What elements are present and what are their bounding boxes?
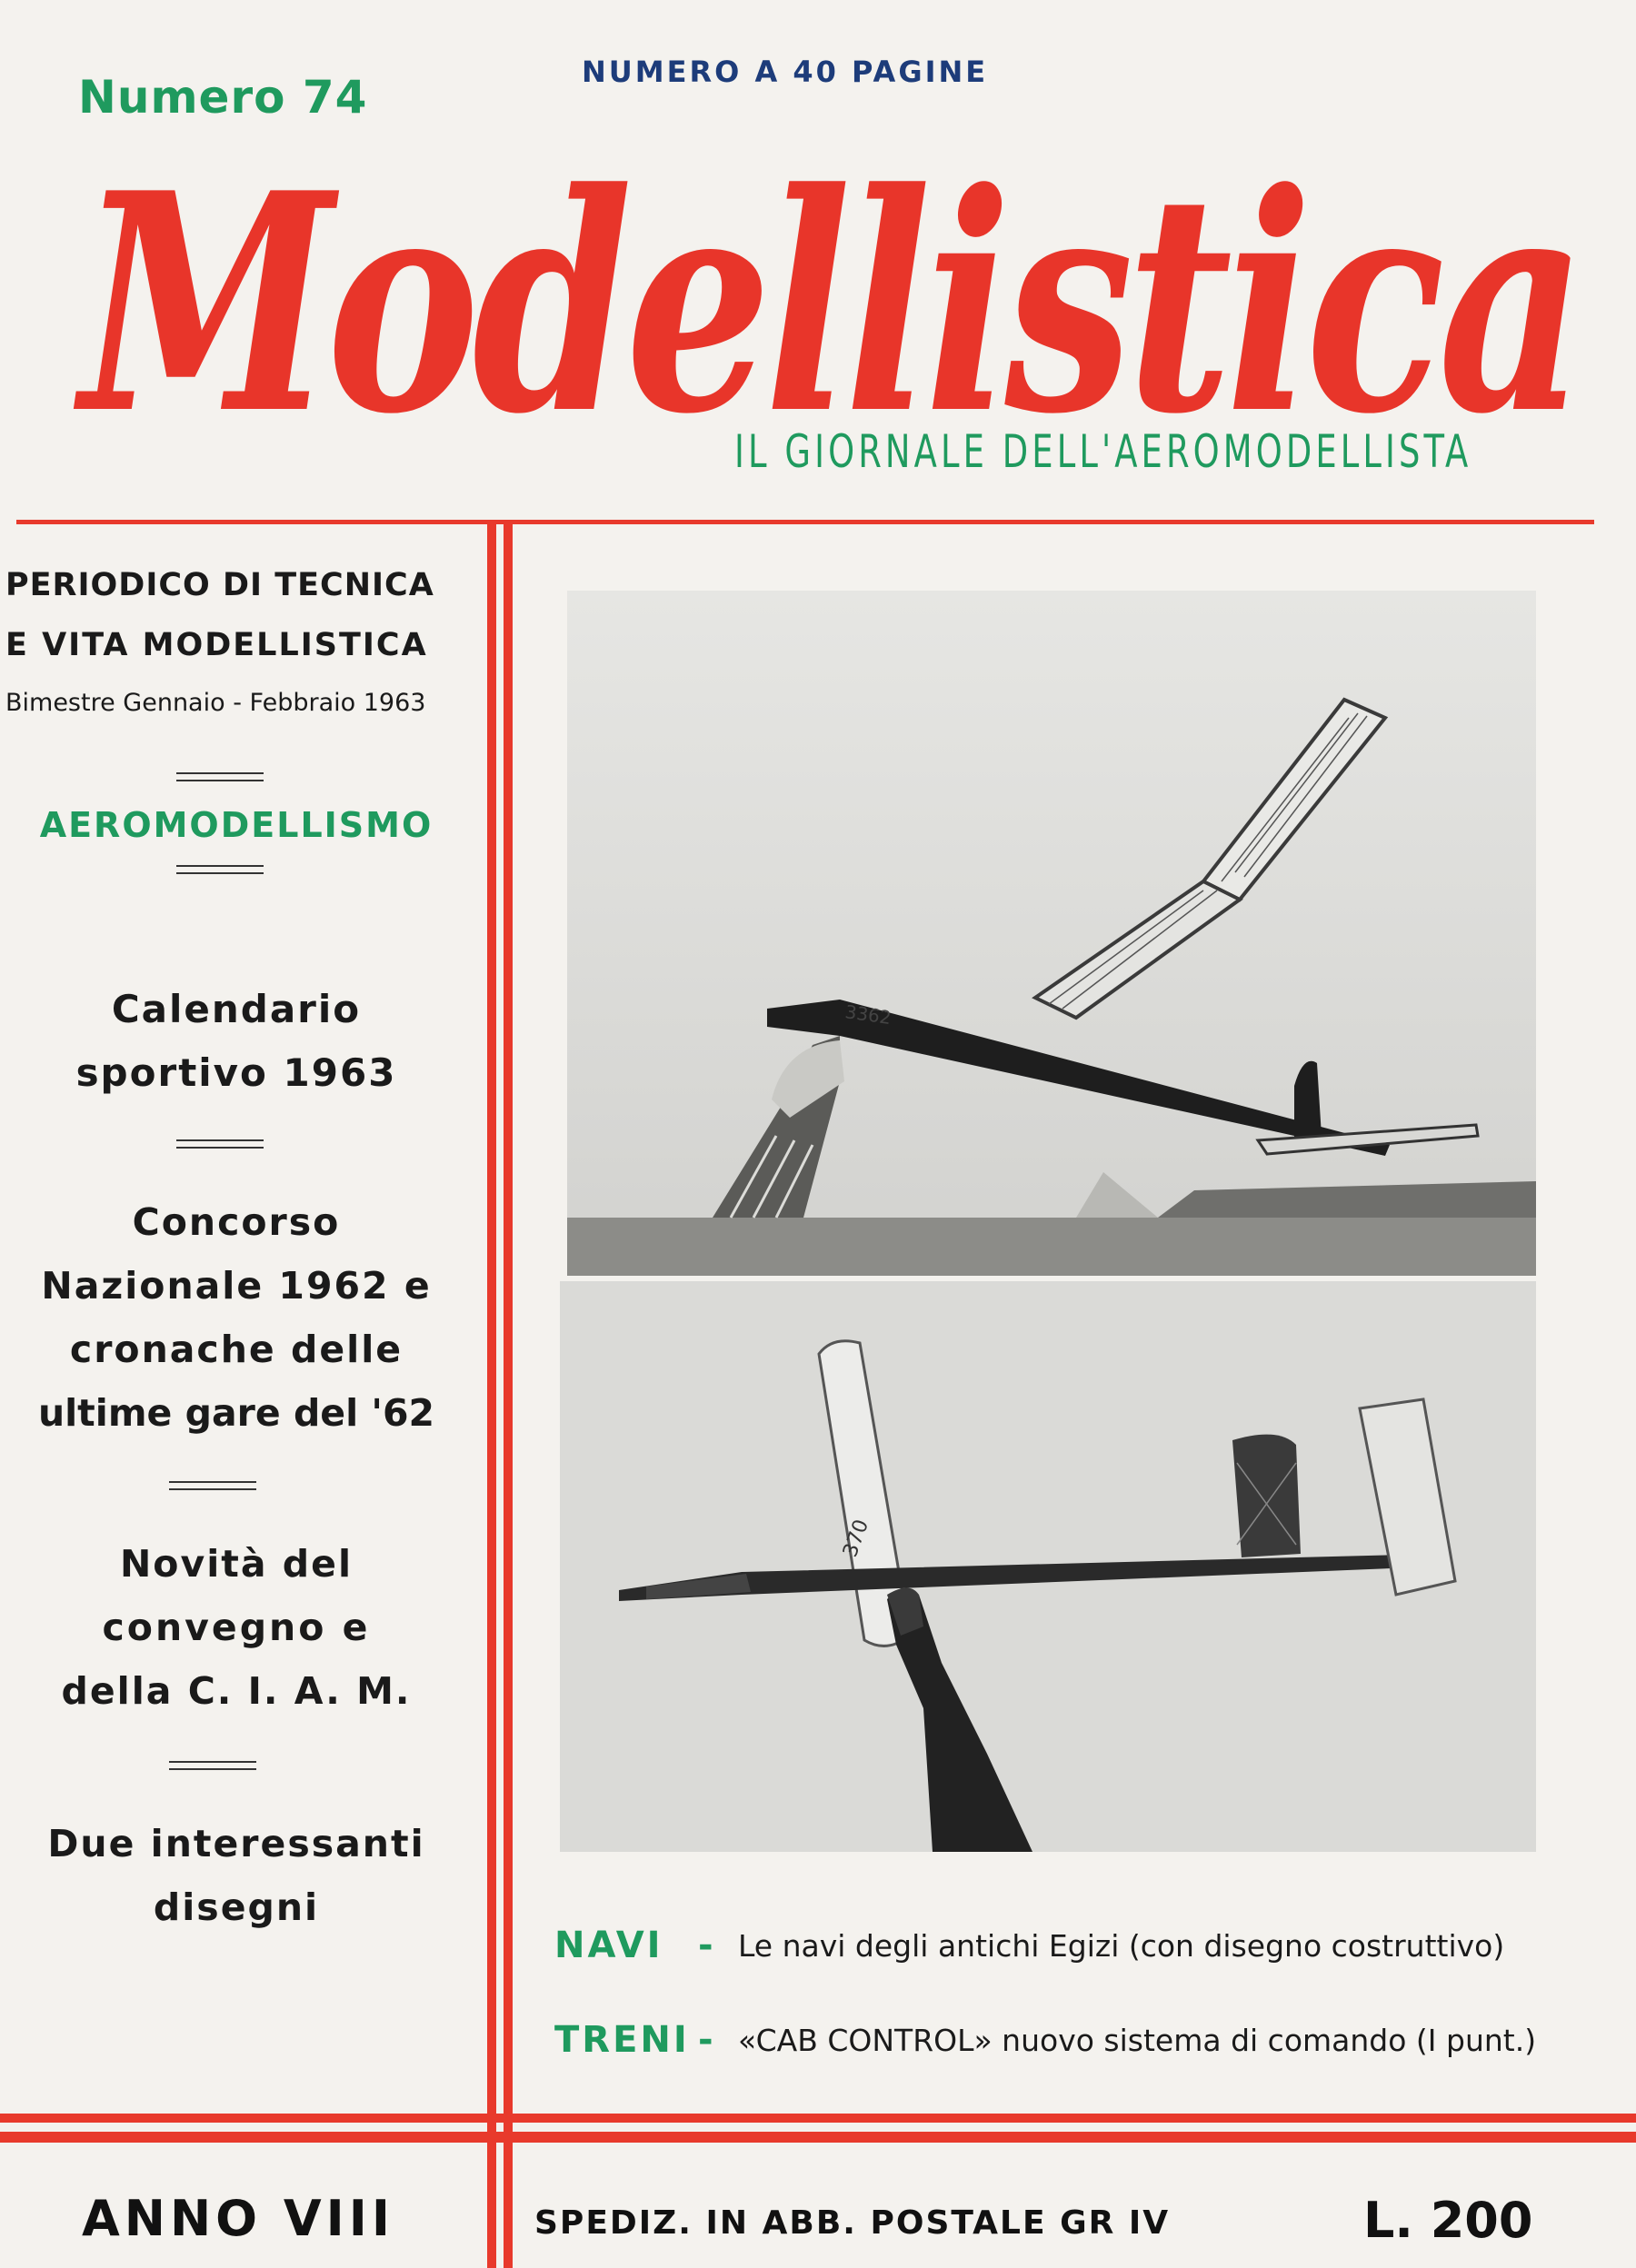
topic-line: sportivo 1963 (75, 1050, 397, 1095)
periodico-line-2: E VITA MODELLISTICA (5, 627, 428, 663)
item-text-treni: «CAB CONTROL» nuovo sistema di comando (I punt.) (738, 2023, 1537, 2058)
topic-line: Nazionale 1962 e (41, 1264, 432, 1308)
footer-price: L. 200 (1363, 2192, 1533, 2249)
separator (176, 865, 264, 874)
item-dash: - (698, 1925, 716, 1966)
topic-concorso (0, 1190, 473, 1445)
topic-novita (0, 1532, 473, 1723)
topic-line: ultime gare del '62 (37, 1391, 435, 1435)
topic-line: Concorso (132, 1200, 341, 1244)
item-category-treni: TRENI (554, 2019, 690, 2061)
topic-line: della C. I. A. M. (61, 1669, 412, 1713)
tagline: IL GIORNALE DELL'AEROMODELLISTA (734, 425, 1472, 478)
bottom-rule-2 (0, 2132, 1636, 2143)
topic-line: Due interessanti (47, 1822, 425, 1865)
topic-line: Calendario (111, 987, 362, 1031)
glider-number: 3362 (843, 1000, 893, 1030)
topic-line: Novità del (119, 1542, 353, 1586)
bimestre-line: Bimestre Gennaio - Febbraio 1963 (5, 689, 426, 717)
photo-glider-hand (560, 1281, 1536, 1852)
item-category-navi: NAVI (554, 1925, 663, 1966)
masthead-title (44, 73, 1607, 472)
separator (169, 1761, 256, 1770)
separator (169, 1481, 256, 1490)
masthead-title-text: Modellistica (73, 127, 1581, 472)
topic-line: cronache delle (69, 1328, 404, 1371)
section-heading: AEROMODELLISMO (39, 805, 434, 845)
footer-anno: ANNO VIII (82, 2190, 394, 2247)
photo-glider-hand-image (560, 1281, 1536, 1852)
topic-line: disegni (153, 1885, 320, 1929)
issue-number: Numero 74 (78, 71, 368, 124)
topic-calendario (0, 978, 473, 1105)
glider-number: 370 (839, 1517, 874, 1561)
left-vertical-rule-2 (504, 520, 513, 2268)
top-rule (16, 520, 1594, 524)
bottom-rule-1 (0, 2114, 1636, 2123)
photo-glider-launch-image (567, 591, 1536, 1276)
footer-spediz: SPEDIZ. IN ABB. POSTALE GR IV (534, 2204, 1171, 2242)
page-count-note: NUMERO A 40 PAGINE (582, 55, 989, 89)
item-text-navi: Le navi degli antichi Egizi (con disegno costruttivo) (738, 1928, 1505, 1964)
separator (176, 1139, 264, 1149)
separator (176, 772, 264, 781)
left-vertical-rule-1 (487, 520, 496, 2268)
photo-glider-launch (567, 591, 1536, 1276)
topic-disegni (0, 1812, 473, 1939)
topic-line: convegno e (102, 1606, 371, 1649)
item-dash: - (698, 2019, 716, 2061)
periodico-line-1: PERIODICO DI TECNICA (5, 567, 434, 603)
